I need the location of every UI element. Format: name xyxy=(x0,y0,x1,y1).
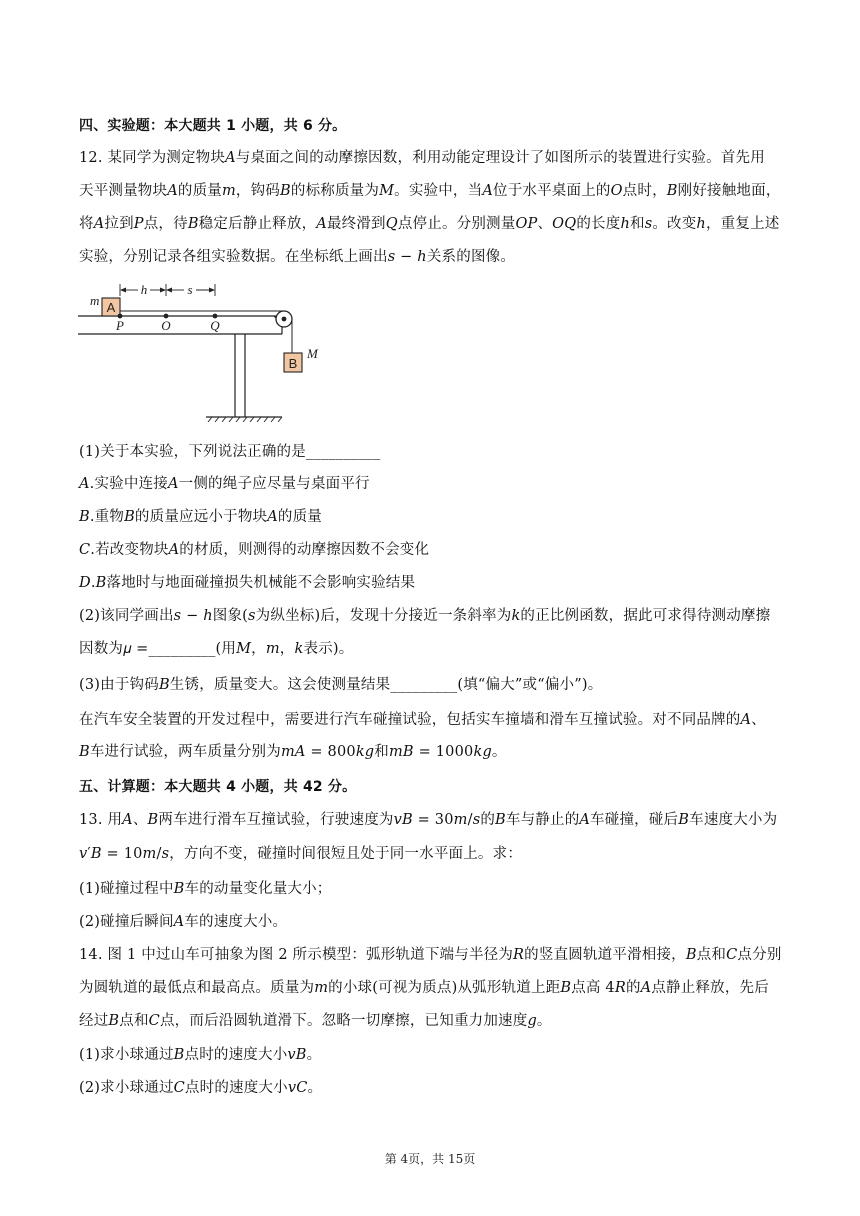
q12-sub3: (3)由于钩码𝐵生锈，质量变大。这会使测量结果_________(填“偏大”或“偏小”)。 xyxy=(79,677,603,693)
experiment-apparatus-figure xyxy=(78,282,328,422)
q12-line-1: 12. 某同学为测定物块𝐴与桌面之间的动摩擦因数，利用动能定理设计了如图所示的装置进行实验。首先用 xyxy=(79,150,765,166)
q14-line-1: 14. 图 1 中过山车可抽象为图 2 所示模型：弧形轨道下端与半径为𝑅的竖直圆轨道平滑相接，𝐵点和𝐶点分别 xyxy=(79,947,782,963)
q12-option-b: 𝐵.重物𝐵的质量应远小于物块𝐴的质量 xyxy=(79,509,322,525)
context-line-2: 𝐵车进行试验，两车质量分别为𝑚𝐴 = 800𝑘𝑔和𝑚𝐵 = 1000𝑘𝑔。 xyxy=(79,744,507,760)
q12-line-2: 天平测量物块𝐴的质量𝑚，钩码𝐵的标称质量为𝑀。实验中，当𝐴位于水平桌面上的𝑂点时，𝐵刚好接触地面， xyxy=(79,183,781,199)
q13-sub2: (2)碰撞后瞬间𝐴车的速度大小。 xyxy=(79,914,288,930)
block-a-label: A xyxy=(106,300,116,315)
q13-line-2: 𝑣′𝐵 = 10𝑚/𝑠，方向不变，碰撞时间很短且处于同一水平面上。求： xyxy=(79,846,523,862)
q12-option-a: 𝐴.实验中连接𝐴一侧的绳子应尽量与桌面平行 xyxy=(79,476,370,492)
label-Q: Q xyxy=(210,318,220,333)
label-h: h xyxy=(140,282,148,297)
q12-sub1: (1)关于本实验，下列说法正确的是__________ xyxy=(79,444,381,460)
q12-line-3: 将𝐴拉到𝑃点，待𝐵稳定后静止释放，𝐴最终滑到𝑄点停止。分别测量𝑂𝑃、𝑂𝑄的长度ℎ和𝑠。改变ℎ，重复上述 xyxy=(79,216,780,232)
section-heading-4: 四、实验题：本大题共 1 小题，共 6 分。 xyxy=(79,118,347,134)
q13-line-1: 13. 用𝐴、𝐵两车进行滑车互撞试验，行驶速度为𝑣𝐵 = 30𝑚/𝑠的𝐵车与静止的𝐴车碰撞，碰后𝐵车速度大小为 xyxy=(79,812,778,828)
q12-line-4: 实验，分别记录各组实验数据。在坐标纸上画出𝑠 − ℎ关系的图像。 xyxy=(79,249,516,265)
q14-line-2: 为圆轨道的最低点和最高点。质量为𝑚的小球(可视为质点)从弧形轨道上距𝐵点高 4𝑅的𝐴点静止释放，先后 xyxy=(79,980,769,996)
q13-sub1: (1)碰撞过程中𝐵车的动量变化量大小； xyxy=(79,881,332,897)
q12-option-d: 𝐷.𝐵落地时与地面碰撞损失机械能不会影响实验结果 xyxy=(79,575,416,591)
label-s: s xyxy=(187,282,193,297)
q12-option-c: 𝐶.若改变物块𝐴的材质，则测得的动摩擦因数不会变化 xyxy=(79,542,430,558)
context-line-1: 在汽车安全装置的开发过程中，需要进行汽车碰撞试验，包括实车撞墙和滑车互撞试验。对不同品牌的𝐴、 xyxy=(79,712,766,728)
label-M: M xyxy=(307,346,318,361)
q12-sub2-line-1: (2)该同学画出𝑠 − ℎ图象(𝑠为纵坐标)后，发现十分接近一条斜率为𝑘的正比例函数，据此可求得待测动摩擦 xyxy=(79,608,771,624)
label-O: O xyxy=(161,318,171,333)
section-heading-5: 五、计算题：本大题共 4 小题，共 42 分。 xyxy=(79,779,357,795)
q14-sub2: (2)求小球通过𝐶点时的速度大小𝑣𝐶。 xyxy=(79,1080,323,1096)
block-b-label: B xyxy=(288,356,298,371)
q12-sub2-line-2: 因数为𝜇 =_________(用𝑀，𝑚，𝑘表示)。 xyxy=(79,641,354,657)
page-footer: 第 4页，共 15页 xyxy=(384,1152,476,1166)
q14-sub1: (1)求小球通过𝐵点时的速度大小𝑣𝐵。 xyxy=(79,1047,322,1063)
label-m: m xyxy=(90,293,100,308)
label-P: P xyxy=(116,318,124,333)
q14-line-3: 经过𝐵点和𝐶点，而后沿圆轨道滑下。忽略一切摩擦，已知重力加速度𝑔。 xyxy=(79,1013,552,1029)
